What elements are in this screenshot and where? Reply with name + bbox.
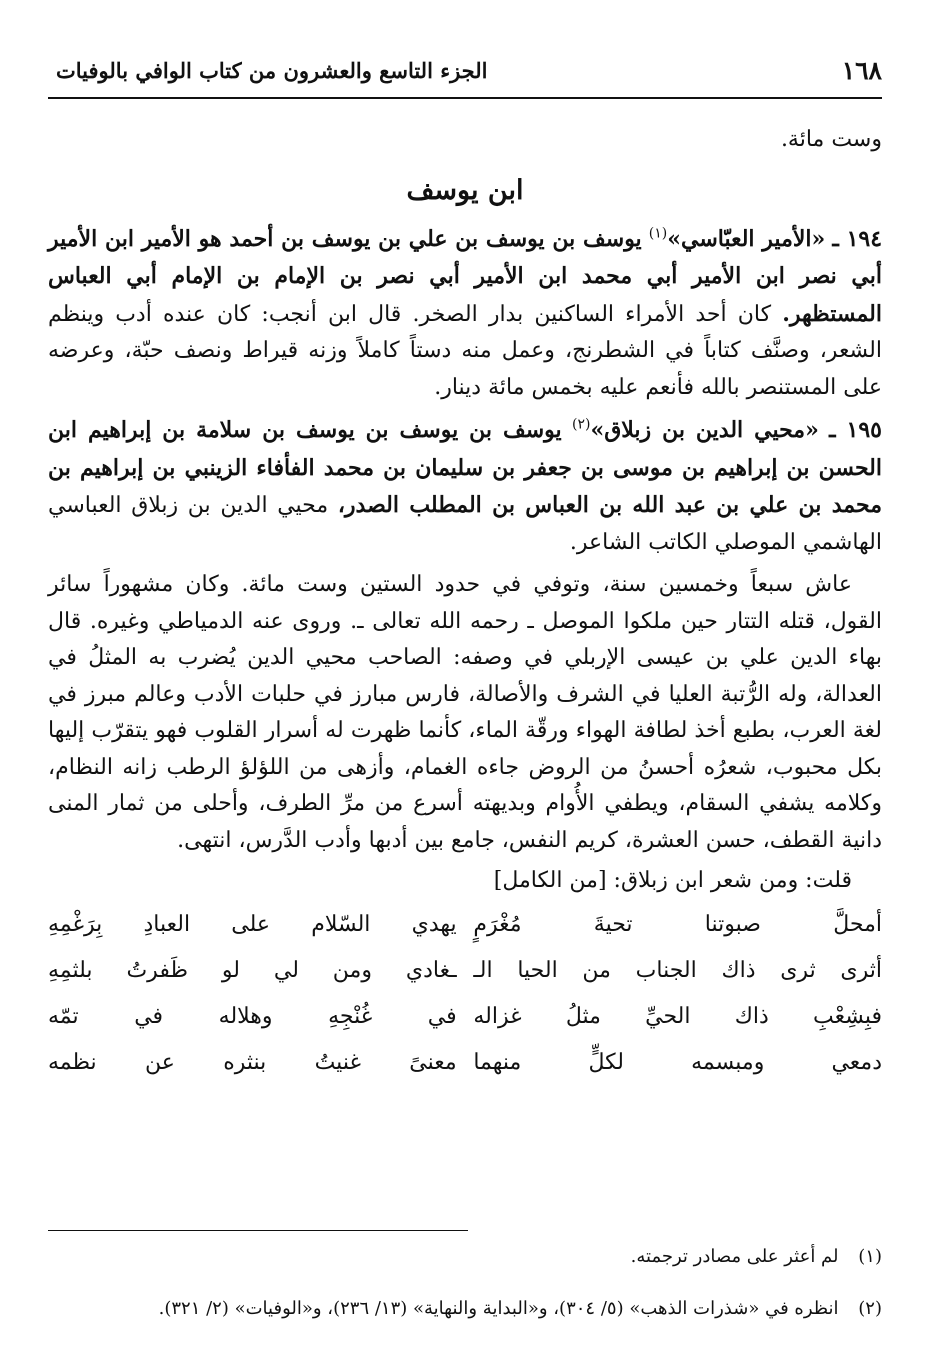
biography-paragraph: عاش سبعاً وخمسين سنة، وتوفي في حدود الستين وست مائة. وكان مشهوراً سائر القول، قتله التتار حين ملكوا الموصل ـ رحمه الله تعالى ـ. وروى عنه الدمياطي وغيره. قال بهاء الدين علي بن عيسى الإربلي في وصفه: الصاحب محيي الدين يُضرب به المثلُ في العدالة، وله الرُّتبة العليا في الشرف والأصالة، فارس مبارز في حلبات الأدب وعالم مبرز في لغة العرب، بطبع أخذ لطافة الهواء ورقّة الماء، كأنما ظهرت له أسرار القلوب فهو يتقرّب إليها بكل محبوب، شعرُه أحسنُ من الروض جاءه الغمام، وأزهى من اللؤلؤ الرطب زانه النظام، وكلامه يشفي السقام، ويطفي الأُوام وبديهته أسرع من مرِّ الطرف، وأحلى من ثمار المنى دانية القطف، حسن العشرة، كريم النفس، جامع بين أدبها وأدب الدَّرس، انتهى.	[48, 572, 882, 853]
entry-195	[48, 412, 882, 561]
second-hemistich: معنىً غنيتُ بنثره عن نظمه	[48, 1049, 457, 1075]
first-hemistich: فبِشِعْبِ ذاك الحيِّ مثلُ غزاله	[473, 1003, 882, 1029]
page	[48, 0, 882, 1371]
footnote-ref[interactable]: (١)	[648, 225, 668, 242]
entry-title: «محيي الدين بن زبلاق»	[590, 417, 819, 443]
main-text	[48, 122, 882, 1086]
header-divider	[48, 97, 882, 99]
footnote	[48, 1242, 882, 1272]
entry-lineage: يوسف بن يوسف بن علي بن يوسف بن أحمد هو الأمير ابن الأمير أبي نصر ابن الأمير أبي محمد ابن الأمير أبي نصر بن الإمام بن الإمام أبي العباس المستظهر.	[48, 225, 882, 327]
entry-number: ١٩٤ ـ	[832, 225, 883, 252]
running-head: الجزء التاسع والعشرون من كتاب الوافي بالوفيات	[56, 58, 488, 83]
second-hemistich: ـغادي ومن لي لو ظَفرتُ بلثمِهِ	[48, 957, 457, 983]
footnotes	[48, 1242, 882, 1346]
continuation-text: وست مائة.	[780, 127, 882, 152]
entry-title: «الأمير العبّاسي»	[667, 225, 826, 252]
poem-line	[48, 1040, 882, 1086]
second-hemistich: يهدي السّلام على العبادِ بِرَغْمِهِ	[48, 911, 457, 937]
second-hemistich: في غُنْجِهِ وهلاله في تمّه	[48, 1003, 457, 1029]
footnote-ref[interactable]: (٢)	[571, 416, 591, 433]
first-hemistich: أمحلَّ صبوتنا تحيةَ مُغْرَمٍ	[473, 911, 882, 937]
page-number: ١٦٨	[841, 56, 882, 85]
first-hemistich: دمعي ومبسمه لكلٍّ منهما	[473, 1049, 882, 1075]
entry-number: ١٩٥ ـ	[829, 417, 882, 443]
first-hemistich: أثرى ثرى ذاك الجناب من الحيا الـ	[473, 957, 882, 983]
entry-text: كان أحد الأمراء الساكنين بدار الصخر. قال ابن أنجب: كان عنده أدب وينظم الشعر، وصنَّف كتاباً في الشطرنج، وعمل منه دستاً كاملاً وزنه قيراط ونصف حبّة، وعرضه على المستنصر بالله فأنعم عليه بخمس مائة دينار.	[48, 301, 882, 400]
footnote-text: انظره في «شذرات الذهب» (٥/ ٣٠٤)، و«البداية والنهاية» (١٣/ ٢٣٦)، و«الوفيات» (٢/ ٣٢١).	[158, 1298, 839, 1319]
poem-line	[48, 902, 882, 948]
poem	[48, 902, 882, 1086]
footnote-text: لم أعثر على مصادر ترجمته.	[630, 1246, 839, 1267]
poem-line	[48, 994, 882, 1040]
footnote-number: (١)	[858, 1246, 882, 1267]
poem-line	[48, 948, 882, 994]
page-header	[48, 52, 882, 96]
entry-lineage: يوسف بن يوسف بن يوسف بن سلامة بن إبراهيم ابن الحسن بن إبراهيم بن موسى بن جعفر بن سليمان بن محمد الفأفاء الزينبي بن إبراهيم بن محمد بن علي بن عبد الله بن العباس بن المطلب الصدر،	[48, 417, 883, 518]
footnote	[48, 1294, 882, 1324]
footnote-number: (٢)	[858, 1298, 882, 1319]
entry-194	[48, 221, 882, 407]
section-title: ابن يوسف	[406, 174, 524, 206]
footnote-divider	[48, 1230, 468, 1231]
poem-intro: قلت: ومن شعر ابن زبلاق: [من الكامل]	[493, 868, 852, 893]
entry-text: محيي الدين بن زبلاق العباسي الهاشمي الموصلي الكاتب الشاعر.	[48, 493, 882, 555]
